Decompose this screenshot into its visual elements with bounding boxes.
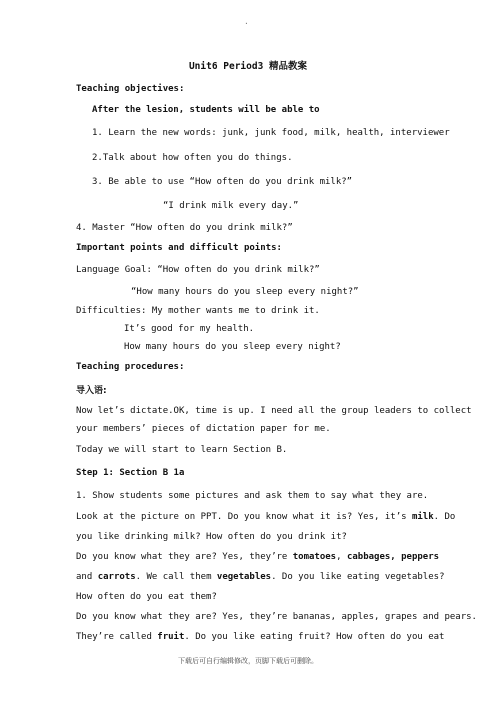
intro-line: your members’ pieces of dictation paper for me. xyxy=(76,424,331,434)
procedures-heading: Teaching procedures: xyxy=(76,362,185,372)
objective-item-continuation: “I drink milk every day.” xyxy=(163,201,299,211)
step1-line: 1. Show students some pictures and ask them to say what they are. xyxy=(76,491,429,501)
page-footer: 下载后可自行编辑修改，页脚下载后可删除。 xyxy=(178,657,318,665)
step1-line xyxy=(76,551,439,563)
intro-line: Now let’s dictate.OK, time is up. I need all the group leaders to collect xyxy=(76,406,472,416)
header-mark: . xyxy=(244,17,249,26)
step1-line xyxy=(76,571,444,583)
step1-heading: Step 1: Section B 1a xyxy=(76,468,185,478)
step1-text: . Do xyxy=(433,512,456,522)
difficulties-line: It’s good for my health. xyxy=(124,324,255,334)
keyword-fruit: fruit xyxy=(157,632,185,642)
step1-line: you like drinking milk? How often do you drink it? xyxy=(76,532,347,542)
page-title: Unit6 Period3 精品教案 xyxy=(188,61,308,72)
step1-text: They’re called xyxy=(76,632,158,642)
difficulties-line: How many hours do you sleep every night? xyxy=(124,342,341,352)
objective-item: 2.Talk about how often you do things. xyxy=(92,153,293,163)
intro-heading: 导入语: xyxy=(76,386,107,396)
language-goal-line: “How many hours do you sleep every night?” xyxy=(131,287,359,297)
step1-text: and xyxy=(76,572,98,582)
objectives-heading: Teaching objectives: xyxy=(76,84,185,94)
step1-text: . Do you like eating fruit? How often do you eat xyxy=(184,632,445,642)
points-heading: Important points and difficult points: xyxy=(76,243,282,253)
objective-item: 1. Learn the new words: junk, junk food, milk, health, interviewer xyxy=(92,128,450,138)
objective-item: 4. Master “How often do you drink milk?” xyxy=(76,223,293,233)
step1-line: Do you know what they are? Yes, they’re bananas, apples, grapes and pears. xyxy=(76,612,477,622)
keyword-tomatoes: tomatoes xyxy=(292,552,337,562)
step1-text: Look at the picture on PPT. Do you know what it is? Yes, it’s xyxy=(76,512,412,522)
difficulties-line: Difficulties: My mother wants me to drink it. xyxy=(76,306,320,316)
objectives-subheading: After the lesion, students will be able to xyxy=(92,105,320,115)
keyword-cabbages-peppers: cabbages, peppers xyxy=(346,552,440,562)
step1-text: , xyxy=(336,552,347,562)
step1-text: . Do you like eating vegetables? xyxy=(271,572,445,582)
step1-text: Do you know what they are? Yes, they’re xyxy=(76,552,293,562)
step1-text: . We call them xyxy=(135,572,217,582)
intro-line: Today we will start to learn Section B. xyxy=(76,445,288,455)
keyword-carrots: carrots xyxy=(97,572,136,582)
keyword-milk: milk xyxy=(411,512,434,522)
keyword-vegetables: vegetables xyxy=(216,572,272,582)
step1-line: How often do you eat them? xyxy=(76,592,217,602)
objective-item: 3. Be able to use “How often do you drink milk?” xyxy=(92,177,353,187)
language-goal-line: Language Goal: “How often do you drink milk?” xyxy=(76,265,320,275)
step1-line xyxy=(76,511,455,523)
step1-line xyxy=(76,631,444,643)
